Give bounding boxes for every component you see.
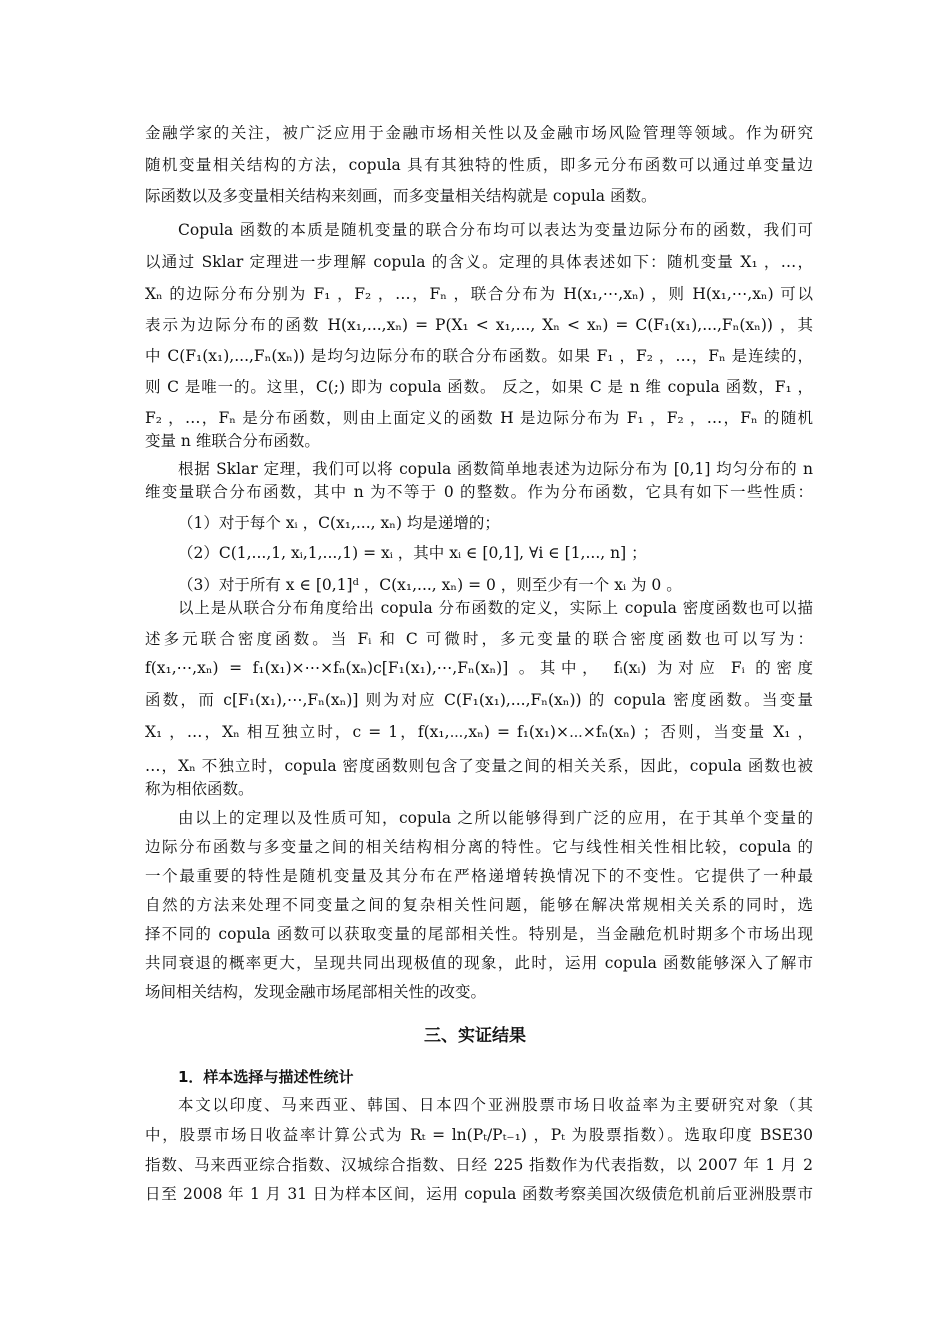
text-line: Xₙ 的边际分布分别为 F₁ ，F₂ ，…，Fₙ ，联合分布为 H(x₁,⋯,xₙ) ，则 H(x₁,⋯,xₙ) 可以 bbox=[145, 285, 813, 303]
text-line: f(x₁,⋯,xₙ) = f₁(x₁)×⋯×fₙ(xₙ)c[F₁(x₁),⋯,Fₙ(xₙ)] 。其中， fᵢ(xᵢ) 为对应 Fᵢ 的密度 bbox=[145, 659, 813, 677]
text-line: 根据 Sklar 定理，我们可以将 copula 函数简单地表述为边际分布为 [0,1] 均匀分布的 n bbox=[178, 460, 813, 478]
text-line: 中，股票市场日收益率计算公式为 Rₜ = ln(Pₜ/Pₜ₋₁) ，Pₜ 为股票指数）。选取印度 BSE30 bbox=[145, 1126, 813, 1144]
text-line: 场间相关结构，发现金融市场尾部相关性的改变。 bbox=[145, 983, 487, 1001]
property-item: （3）对于所有 x ∈ [0,1]ᵈ ，C(x₁,..., xₙ) = 0 ，则至少有一个 xᵢ 为 0 。 bbox=[178, 576, 682, 594]
text-line: 中 C(F₁(x₁),...,Fₙ(xₙ)) 是均匀边际分布的联合分布函数。如果 F₁ ，F₂ ，…，Fₙ 是连续的， bbox=[145, 347, 813, 365]
text-line: 日至 2008 年 1 月 31 日为样本区间，运用 copula 函数考察美国次级债危机前后亚洲股票市 bbox=[145, 1185, 813, 1203]
text-line: 称为相依函数。 bbox=[145, 780, 254, 798]
text-line: 本文以印度、马来西亚、韩国、日本四个亚洲股票市场日收益率为主要研究对象（其 bbox=[178, 1096, 813, 1114]
text-line: 表示为边际分布的函数 H(x₁,...,xₙ) = P(X₁ < x₁,..., Xₙ < xₙ) = C(F₁(x₁),...,Fₙ(xₙ)) ，其 bbox=[145, 316, 813, 334]
text-line: 则 C 是唯一的。这里，C(;) 即为 copula 函数。 反之，如果 C 是 n 维 copula 函数，F₁ ， bbox=[145, 378, 813, 396]
text-line: 指数、马来西亚综合指数、汉城综合指数、日经 225 指数作为代表指数，以 2007 年 1 月 2 bbox=[145, 1156, 813, 1174]
text-line: 以通过 Sklar 定理进一步理解 copula 的含义。定理的具体表述如下：随机变量 X₁ ，…， bbox=[145, 253, 813, 271]
text-line: 维变量联合分布函数，其中 n 为不等于 0 的整数。作为分布函数，它具有如下一些性质： bbox=[145, 483, 813, 501]
text-line: 共同衰退的概率更大，呈现共同出现极值的现象，此时，运用 copula 函数能够深入了解市 bbox=[145, 954, 813, 972]
property-item: （2）C(1,...,1, xᵢ,1,...,1) = xᵢ ，其中 xᵢ ∈ [0,1], ∀i ∈ [1,..., n] ； bbox=[178, 544, 647, 562]
text-line: 金融学家的关注，被广泛应用于金融市场相关性以及金融市场风险管理等领域。作为研究 bbox=[145, 124, 813, 142]
property-item: （1）对于每个 xᵢ ，C(x₁,..., xₙ) 均是递增的； bbox=[178, 514, 500, 532]
text-line: 变量 n 维联合分布函数。 bbox=[145, 432, 320, 450]
text-line: 函数，而 c[F₁(x₁),⋯,Fₙ(xₙ)] 则为对应 C(F₁(x₁),...,Fₙ(xₙ)) 的 copula 密度函数。当变量 bbox=[145, 691, 813, 709]
text-line: 一个最重要的特性是随机变量及其分布在严格递增转换情况下的不变性。它提供了一种最 bbox=[145, 867, 813, 885]
text-line: 自然的方法来处理不同变量之间的复杂相关性问题，能够在解决常规相关关系的同时，选 bbox=[145, 896, 813, 914]
text-line: 择不同的 copula 函数可以获取变量的尾部相关性。特别是，当金融危机时期多个市场出现 bbox=[145, 925, 813, 943]
text-line: 以上是从联合分布角度给出 copula 分布函数的定义，实际上 copula 密度函数也可以描 bbox=[178, 599, 813, 617]
text-line: Copula 函数的本质是随机变量的联合分布均可以表达为变量边际分布的函数，我们可 bbox=[178, 221, 813, 239]
text-line: …，Xₙ 不独立时，copula 密度函数则包含了变量之间的相关关系，因此，copula 函数也被 bbox=[145, 757, 813, 775]
text-line: 由以上的定理以及性质可知，copula 之所以能够得到广泛的应用，在于其单个变量的 bbox=[178, 809, 813, 827]
text-line: 边际分布函数与多变量之间的相关结构相分离的特性。它与线性相关性相比较，copula 的 bbox=[145, 838, 813, 856]
text-line: F₂ ，…，Fₙ 是分布函数，则由上面定义的函数 H 是边际分布为 F₁ ，F₂ ，…，Fₙ 的随机 bbox=[145, 409, 813, 427]
text-line: 述多元联合密度函数。当 Fᵢ 和 C 可微时，多元变量的联合密度函数也可以写为： bbox=[145, 630, 813, 648]
text-line: 际函数以及多变量相关结构来刻画，而多变量相关结构就是 copula 函数。 bbox=[145, 187, 657, 205]
subsection-title: 1．样本选择与描述性统计 bbox=[178, 1068, 354, 1086]
text-line: X₁ ，…，Xₙ 相互独立时，c = 1，f(x₁,⋯,xₙ) = f₁(x₁)×⋯×fₙ(xₙ) ；否则，当变量 X₁ ， bbox=[145, 723, 813, 741]
section-title: 三、实证结果 bbox=[424, 1026, 526, 1046]
text-line: 随机变量相关结构的方法，copula 具有其独特的性质，即多元分布函数可以通过单变量边 bbox=[145, 156, 813, 174]
